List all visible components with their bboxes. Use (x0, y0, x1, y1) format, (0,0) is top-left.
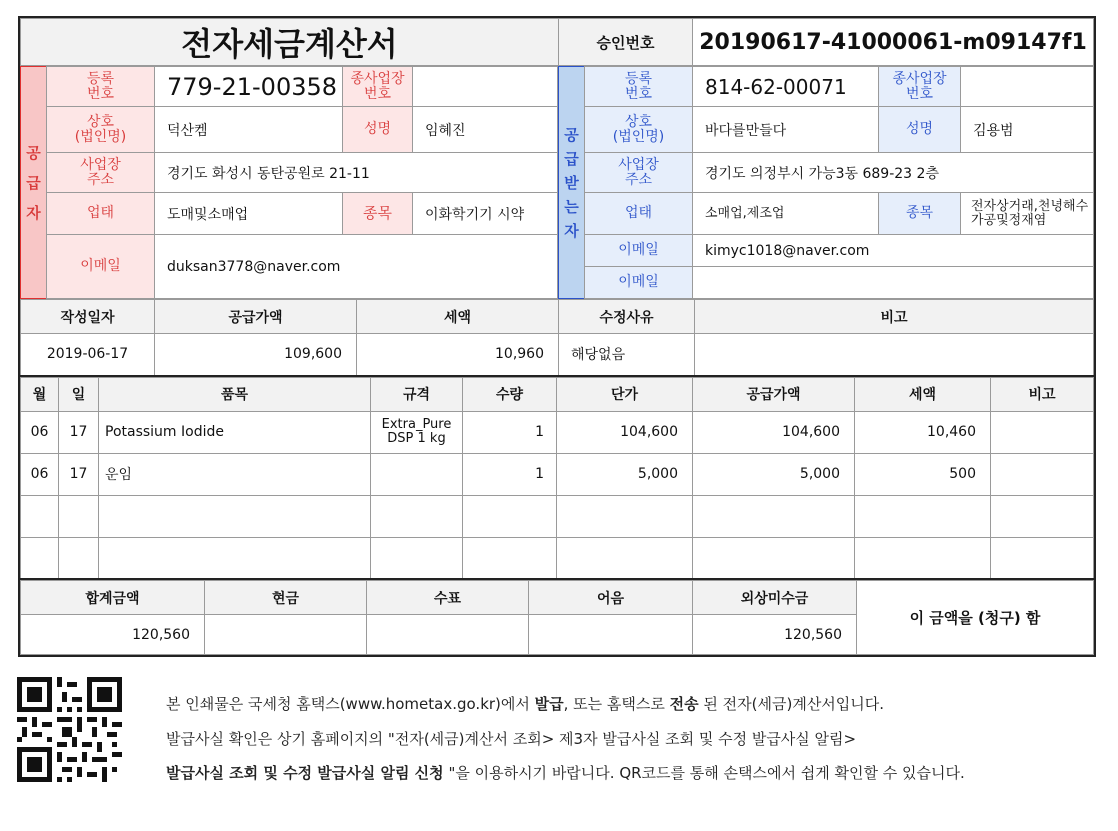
buyer-name: 바다를만들다 (693, 107, 879, 153)
buyer-item: 전자상거래,천녕해수가공및정재염 (961, 193, 1094, 235)
table-row (21, 411, 1094, 453)
supplier-addr-label: 사업장 주소 (47, 153, 155, 193)
supplier-table (20, 66, 558, 299)
totals-header-total: 합계금액 (21, 581, 205, 615)
item-day: 17 (59, 411, 99, 453)
supplier-address: 경기도 화성시 동탄공원로 21-11 (155, 153, 558, 193)
totals-credit: 120,560 (693, 615, 857, 655)
buyer-addr-label: 사업장 주소 (585, 153, 693, 193)
summary-header-supply: 공급가액 (155, 300, 357, 334)
supplier-biz-label: 업태 (47, 193, 155, 235)
item-tax: 10,460 (855, 411, 991, 453)
items-header-month: 월 (21, 377, 59, 411)
supplier-name-label: 상호 (법인명) (47, 107, 155, 153)
item-name: 운임 (99, 453, 371, 495)
summary-note (695, 334, 1094, 376)
totals-total: 120,560 (21, 615, 205, 655)
buyer-biz: 소매업,제조업 (693, 193, 879, 235)
item-day: 17 (59, 453, 99, 495)
buyer-branch-label: 종사업장 번호 (879, 67, 961, 107)
buyer-side-label: 공 급 받 는 자 (559, 67, 585, 299)
items-header-tax: 세액 (855, 377, 991, 411)
qr-code-icon (17, 677, 122, 782)
item-qty: 1 (463, 453, 557, 495)
item-spec (371, 495, 463, 537)
buyer-reg-number: 814-62-00071 (693, 67, 879, 107)
item-price (557, 495, 693, 537)
summary-header-note: 비고 (695, 300, 1094, 334)
table-row (21, 495, 1094, 537)
item-tax: 500 (855, 453, 991, 495)
supplier-branch-label: 종사업장 번호 (343, 67, 413, 107)
item-spec: Extra_Pure DSP 1 kg (371, 411, 463, 453)
supplier-item: 이화학기기 시약 (413, 193, 558, 235)
item-tax (855, 537, 991, 579)
summary-table (20, 299, 1094, 377)
approval-label: 승인번호 (559, 19, 693, 66)
buyer-email2 (693, 267, 1094, 299)
buyer-table (558, 66, 1094, 299)
totals-check (367, 615, 529, 655)
item-month (21, 537, 59, 579)
parties (20, 66, 1094, 299)
item-month: 06 (21, 453, 59, 495)
page-title: 전자세금계산서 (21, 19, 559, 66)
buyer-reg-label: 등록 번호 (585, 67, 693, 107)
footer-line-1: 본 인쇄물은 국세청 홈택스(www.hometax.go.kr)에서 발급, 또는 홈택스로 전송 된 전자(세금)계산서입니다. (166, 695, 885, 713)
buyer-name-label: 상호 (법인명) (585, 107, 693, 153)
item-supply (693, 537, 855, 579)
buyer-email: kimyc1018@naver.com (693, 235, 1094, 267)
buyer-address: 경기도 의정부시 가능3동 689-23 2층 (693, 153, 1094, 193)
supplier-rep-label: 성명 (343, 107, 413, 153)
summary-header-date: 작성일자 (21, 300, 155, 334)
totals-statement: 이 금액을 (청구) 함 (857, 581, 1094, 655)
item-note (991, 411, 1094, 453)
totals-header-cash: 현금 (205, 581, 367, 615)
buyer-rep-label: 성명 (879, 107, 961, 153)
item-tax (855, 495, 991, 537)
item-name: Potassium Iodide (99, 411, 371, 453)
table-row (21, 453, 1094, 495)
tax-invoice (18, 16, 1096, 657)
buyer-item-label: 종목 (879, 193, 961, 235)
item-note (991, 537, 1094, 579)
supplier-reg-number: 779-21-00358 (155, 67, 343, 107)
totals-header-bill: 어음 (529, 581, 693, 615)
summary-tax: 10,960 (357, 334, 559, 376)
item-spec (371, 537, 463, 579)
footer-line-2: 발급사실 확인은 상기 홈페이지의 "전자(세금)계산서 조회> 제3자 발급사실 조회 및 수정 발급사실 알림> (166, 730, 857, 748)
items-header-name: 품목 (99, 377, 371, 411)
items-header-price: 단가 (557, 377, 693, 411)
items-header-supply: 공급가액 (693, 377, 855, 411)
supplier-biz: 도매및소매업 (155, 193, 343, 235)
buyer-rep: 김용범 (961, 107, 1094, 153)
buyer-biz-label: 업태 (585, 193, 693, 235)
item-note (991, 453, 1094, 495)
supplier-email-label: 이메일 (47, 235, 155, 299)
totals-bill (529, 615, 693, 655)
item-supply (693, 495, 855, 537)
items-table (20, 377, 1094, 581)
buyer-email2-label: 이메일 (585, 267, 693, 299)
item-day (59, 495, 99, 537)
supplier-reg-label: 등록 번호 (47, 67, 155, 107)
summary-header-tax: 세액 (357, 300, 559, 334)
footer-line-3: 발급사실 조회 및 수정 발급사실 알림 신청 "을 이용하시기 바랍니다. QR코드를 통해 손택스에서 쉽게 확인할 수 있습니다. (166, 764, 965, 782)
items-header-note: 비고 (991, 377, 1094, 411)
supplier-side-label: 공 급 자 (21, 67, 47, 299)
totals-header-credit: 외상미수금 (693, 581, 857, 615)
supplier-rep: 임혜진 (413, 107, 558, 153)
item-note (991, 495, 1094, 537)
title-table (20, 18, 1094, 66)
items-header-day: 일 (59, 377, 99, 411)
item-name (99, 537, 371, 579)
item-qty: 1 (463, 411, 557, 453)
item-qty (463, 537, 557, 579)
item-name (99, 495, 371, 537)
supplier-email: duksan3778@naver.com (155, 235, 558, 299)
totals-cash (205, 615, 367, 655)
item-qty (463, 495, 557, 537)
summary-date: 2019-06-17 (21, 334, 155, 376)
supplier-name: 덕산켐 (155, 107, 343, 153)
totals-table (20, 580, 1094, 655)
item-month (21, 495, 59, 537)
item-spec (371, 453, 463, 495)
approval-number: 20190617-41000061-m09147f1 (693, 19, 1094, 66)
buyer-email-label: 이메일 (585, 235, 693, 267)
totals-header-check: 수표 (367, 581, 529, 615)
item-price: 5,000 (557, 453, 693, 495)
table-row (21, 537, 1094, 579)
item-supply: 5,000 (693, 453, 855, 495)
items-header-spec: 규격 (371, 377, 463, 411)
summary-reason: 해당없음 (559, 334, 695, 376)
item-price (557, 537, 693, 579)
item-supply: 104,600 (693, 411, 855, 453)
item-price: 104,600 (557, 411, 693, 453)
buyer-branch-number (961, 67, 1094, 107)
item-month: 06 (21, 411, 59, 453)
supplier-item-label: 종목 (343, 193, 413, 235)
items-header-qty: 수량 (463, 377, 557, 411)
item-day (59, 537, 99, 579)
summary-supply: 109,600 (155, 334, 357, 376)
supplier-branch-number (413, 67, 558, 107)
summary-header-reason: 수정사유 (559, 300, 695, 334)
